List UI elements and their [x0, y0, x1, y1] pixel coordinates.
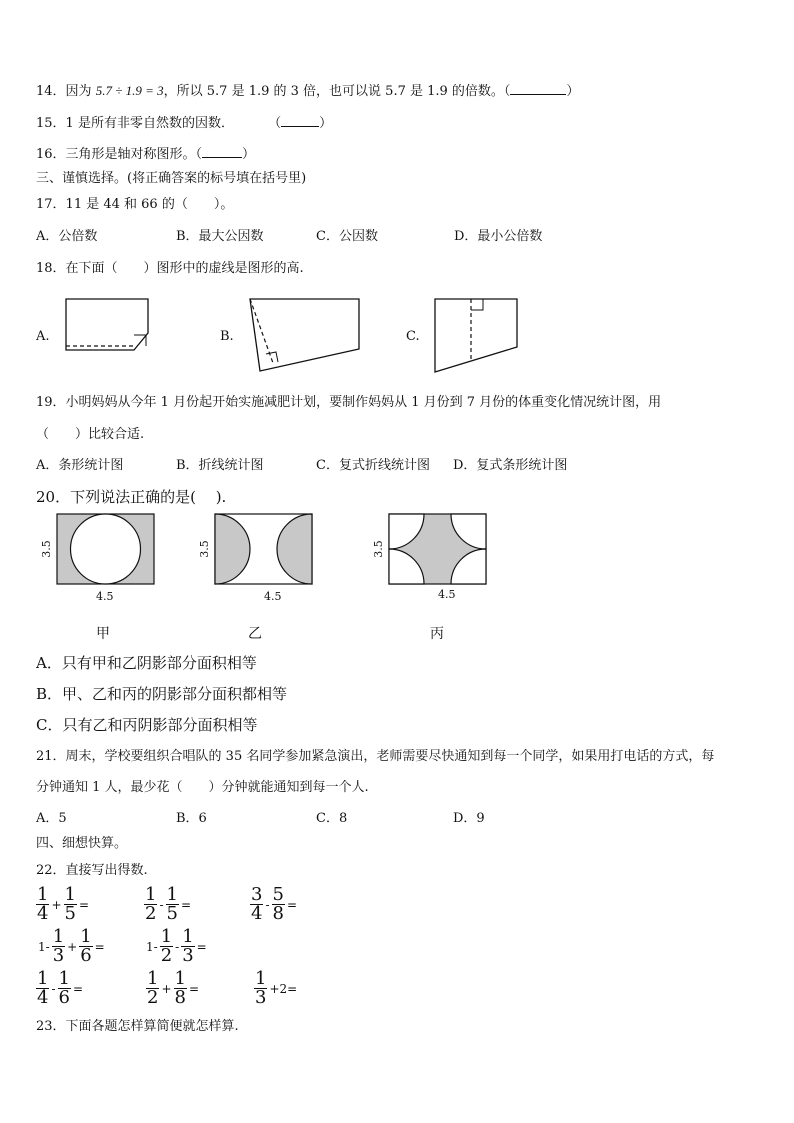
- q20-figure-bing: [388, 513, 488, 585]
- q20-bing-name: 丙: [430, 626, 444, 642]
- section-4-heading: 四、细想快算。: [36, 836, 128, 851]
- q19-option-c[interactable]: C．复式折线统计图: [316, 458, 430, 473]
- q21-option-c[interactable]: C．8: [316, 811, 348, 826]
- q20-yi-width-label: 4.5: [264, 590, 282, 603]
- q22-expr-3: $\frac{3}{4}$ - $\frac{5}{8}$ =: [251, 884, 298, 924]
- q20-yi-height-label: 3.5: [197, 540, 211, 558]
- q18-figure-c-right-angle: [471, 299, 483, 310]
- q16-close: ）: [242, 147, 256, 162]
- q21-option-d[interactable]: D．9: [453, 811, 485, 826]
- q20-option-b[interactable]: B．甲、乙和丙的阴影部分面积都相等: [36, 685, 288, 703]
- question-16: [36, 145, 255, 164]
- q18-figure-b: [245, 296, 365, 376]
- question-17: 17．11 是 44 和 66 的（ ）。: [36, 197, 234, 212]
- q22-expr-1: $\frac{1}{4}$ + $\frac{1}{5}$ =: [37, 884, 90, 924]
- question-20: 20．下列说法正确的是( ).: [36, 488, 227, 506]
- q18-figure-c: [432, 296, 522, 376]
- q14-text-b: ，所以 5.7 是 1.9 的 3 倍，也可以说 5.7 是 1.9 的倍数。（: [163, 84, 511, 99]
- q17-option-a[interactable]: A．公倍数: [36, 229, 98, 244]
- q20-jia-width-label: 4.5: [96, 590, 114, 603]
- q15-answer-blank[interactable]: [281, 114, 319, 127]
- question-19-line-1: 19．小明妈妈从今年 1 月份起开始实施减肥计划，要制作妈妈从 1 月份到 7 月份的体重变化情况统计图，用: [36, 395, 662, 410]
- q15-open: （: [268, 116, 282, 131]
- q14-text-a: 因为: [65, 84, 92, 99]
- question-15: [36, 114, 332, 133]
- q20-option-a[interactable]: A．只有甲和乙阴影部分面积相等: [36, 654, 257, 672]
- q21-option-a[interactable]: A．5: [36, 811, 67, 826]
- q14-answer-blank[interactable]: [510, 82, 566, 95]
- q18-figure-a: [62, 296, 152, 376]
- q22-expr-6: $\frac{1}{4}$ - $\frac{1}{6}$ =: [37, 968, 84, 1008]
- q19-option-d[interactable]: D．复式条形统计图: [453, 458, 568, 473]
- q17-option-c[interactable]: C．公因数: [316, 229, 378, 244]
- q18-label-b[interactable]: B.: [220, 329, 234, 344]
- q18-label-c[interactable]: C.: [406, 329, 420, 344]
- q14-close: ）: [566, 84, 580, 99]
- question-23: 23．下面各题怎样算简便就怎样算.: [36, 1019, 239, 1034]
- q20-option-c[interactable]: C．只有乙和丙阴影部分面积相等: [36, 716, 258, 734]
- q14-number: 14．: [36, 84, 66, 99]
- q18-figure-a-outline: [66, 299, 148, 350]
- q16-answer-blank[interactable]: [202, 145, 242, 158]
- question-14: [36, 82, 579, 101]
- q14-formula: 5.7 ÷ 1.9 = 3: [95, 83, 164, 98]
- q22-expr-8: $\frac{1}{3}$ +2=: [255, 968, 298, 1008]
- q15-text: 15．1 是所有非零自然数的因数．: [36, 116, 234, 131]
- q20-jia-name: 甲: [96, 626, 110, 642]
- q15-close: ）: [319, 116, 333, 131]
- q20-bing-height-label: 3.5: [371, 540, 385, 558]
- q19-option-a[interactable]: A．条形统计图: [36, 458, 124, 473]
- q17-option-b[interactable]: B．最大公因数: [176, 229, 264, 244]
- q16-text: 16．三角形是轴对称图形。（: [36, 147, 203, 162]
- q22-expr-4: 1- $\frac{1}{3}$ + $\frac{1}{6}$ =: [38, 926, 105, 966]
- q18-figure-b-outline: [250, 299, 359, 371]
- q20-figure-jia: [56, 513, 156, 585]
- section-3-heading: 三、谨慎选择。(将正确答案的标号填在括号里): [36, 171, 307, 186]
- q18-label-a[interactable]: A.: [36, 329, 50, 344]
- question-19-line-2: （ ）比较合适.: [36, 427, 145, 442]
- question-18: 18．在下面（ ）图形中的虚线是图形的高.: [36, 261, 304, 276]
- question-21-line-2: 分钟通知 1 人，最少花（ ）分钟就能通知到每一个人.: [36, 780, 369, 795]
- q20-jia-height-label: 3.5: [39, 540, 53, 558]
- q22-expr-2: $\frac{1}{2}$ - $\frac{1}{5}$ =: [145, 884, 192, 924]
- q21-option-b[interactable]: B．6: [176, 811, 207, 826]
- question-22: 22．直接写出得数.: [36, 863, 148, 878]
- q19-option-b[interactable]: B．折线统计图: [176, 458, 264, 473]
- q22-expr-7: $\frac{1}{2}$ + $\frac{1}{8}$ =: [147, 968, 200, 1008]
- q17-option-d[interactable]: D．最小公倍数: [454, 229, 543, 244]
- question-21-line-1: 21．周末，学校要组织合唱队的 35 名同学参加紧急演出，老师需要尽快通知到每一个同学，如果用打电话的方式，每: [36, 749, 715, 764]
- q20-figure-yi: [214, 513, 314, 585]
- q20-bing-width-label: 4.5: [438, 588, 456, 601]
- q20-yi-name: 乙: [248, 626, 262, 642]
- q22-expr-5: 1- $\frac{1}{2}$ - $\frac{1}{3}$ =: [146, 926, 207, 966]
- q20-jia-circle: [71, 514, 141, 584]
